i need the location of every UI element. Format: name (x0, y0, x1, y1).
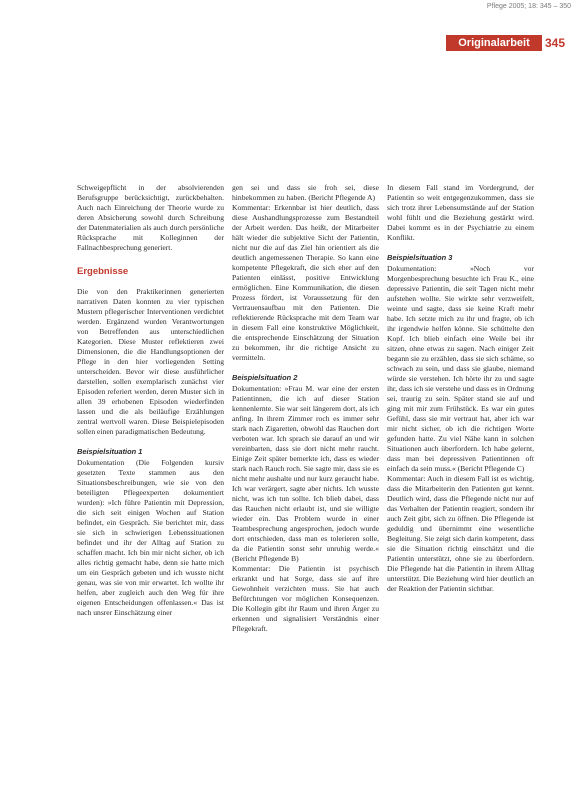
paragraph: Kommentar: Erkennbar ist hier deutlich, dass diese Aushandlungsprozesse zum Bestandteil der Arbeit werden. Das heißt, der Mitarbeiter hält wieder die subjektive Sicht der Patientin, nicht nur die auf das Ziel hin orientiert als die deutlich angemessenen Therapie. So kann eine kompetente Pflegekraft, die sich eher auf den Patienten einlässt, positive Entwicklung ermöglichen. Eine Kommunikation, die diesen Prozess fördert, ist Voraussetzung für den Vertrauensaufbau mit den Patienten. Die reflektierende Rücksprache mit dem Team war in diesem Fall eine konstruktive Möglichkeit, die entsprechende Einschätzung der Situation zu bekommen, ihr die richtige Ansicht zu vermitteln. (232, 203, 379, 362)
paragraph: Kommentar: Auch in diesem Fall ist es wichtig, dass die Mitarbeiterin den Patienten gut kennt. Deutlich wird, dass die Pflegende nicht nur auf das Verhalten der Patientin reagiert, sondern ihr auch Zeit gibt, sich zu öffnen. Die Pflegende ist geduldig und übernimmt eine wesentliche Begleitung. Sie zeigt sich darin kompetent, dass sie die Situation richtig einschätzt und die Patientin unterstützt, ohne sie zu überfordern. Die Pflegende hat die Patientin in ihrem Alltag unterstützt. Die Beziehung wird hier deutlich an der Reaktion der Patientin sichtbar. (387, 474, 534, 593)
paragraph: Die von den Praktikerinnen generierten narrativen Daten konnten zu vier typischen Mustern pflegerischer Interventionen verdichtet werden. Ergänzend wurden Verantwortungen von Betreffenden aus unterschiedlichen Kategorien. Diese Muster reflektieren zwei Dimensionen, die die Handlungsoptionen der Pflege in den hier vorliegenden Setting unterscheiden. Bevor wir diese ausführlicher darstellen, sollen exemplarisch zunächst vier Episoden referiert werden, deren Muster sich in allen 39 erhobenen Episoden wiederfinden lassen und die als beiläufige Erzählungen zentral wertvoll waren. Diese Beispielepisoden sollen einen paradigmatischen Bedeutung. (77, 287, 224, 436)
section-banner: Originalarbeit (446, 35, 542, 51)
paragraph: gen sei und dass sie froh sei, diese hinbekommen zu haben. (Bericht Pflegende A) (232, 183, 379, 202)
text-column-3 (387, 183, 534, 594)
text-column-2 (232, 183, 379, 634)
subheading-beispielsituation-2: Beispielsituation 2 (232, 373, 298, 382)
section-heading-ergebnisse: Ergebnisse (77, 266, 129, 277)
paragraph: Dokumentation: »Frau M. war eine der ersten Patientinnen, die ich auf dieser Station kennenlernte. Sie war seit längerem dort, als ich anfing. In ihrem Zimmer roch es immer sehr stark nach Zigaretten, obwohl das Rauchen dort verboten war. Ich sprach sie darauf an und wir vereinbarten, dass sie dort nicht mehr raucht. Einige Zeit später bemerkte ich, dass es wieder stark nach Rauch roch. Sie sagte mir, dass sie es nicht mehr aushalte und nur kurz geraucht habe. Ich war verärgert, sagte aber nichts. Ich wusste nicht, was ich tun sollte. Ich blieb dabei, dass das Rauchen nicht erlaubt ist, und sie willigte wieder ein. Das Problem wurde in einer Teambesprechung angesprochen, jedoch wurde dort entschieden, dass man es tolerieren solle, da die Patientin sonst sehr unruhig werde.« (Bericht Pflegende B) (232, 384, 379, 563)
paragraph: Kommentar: Die Patientin ist psychisch erkrankt und hat Sorge, dass sie auf ihre Gewohnheit verzichten muss. Sie hat auch Befürchtungen vor möglichen Konsequenzen. Die Kollegin gibt ihr Raum und ihren Ärger zu erkennen und signalisiert Verständnis einer Pflegekraft. (232, 564, 379, 633)
paragraph: Schweigepflicht in der absolvierenden Berufsgruppe berücksichtigt, zurückbehalten. Auch nach Einreichung der Theorie wurde zu deren Absicherung sowohl durch Schreibung der Datenmaterialien als auch durch persönliche Rücksprache mit Kolleginnen der Fallnachbesprechung generiert. (77, 183, 224, 252)
subheading-beispielsituation-1: Beispielsituation 1 (77, 447, 143, 456)
paragraph: In diesem Fall stand im Vordergrund, der Patientin so weit entgegenzukommen, dass sie sich trotz ihrer Lebensumstände auf der Station wohl fühlt und die Beziehung gestärkt wird. Dabei kommt es in der Psychiatrie zu einem Konflikt. (387, 183, 534, 242)
subheading-beispielsituation-3: Beispielsituation 3 (387, 253, 453, 262)
paragraph: Dokumentation (Die Folgenden kursiv gesetzten Texte stammen aus den Situationsbeschreibungen, wie sie von den beteiligten Pflegeexperten dokumentiert wurden): »Ich führe Patientin mit Depression, die sich seit einigen Wochen auf Station befindet, ein Gespräch. Sie berichtet mir, dass sie sich in schwierigen Lebenssituationen befindet und ihr der Alltag auf Station zu schaffen macht. Ich bin mir nicht sicher, ob ich alles richtig gemacht habe, denn sie hatte mich um ein Gespräch gebeten und ich wusste nicht genau, was sie von mir erwartet. Ich wollte ihr helfen, aber zugleich auch den Weg für ihre eigenen Entscheidungen offenlassen.« Das ist nach unsrer Einschätzung einer (77, 458, 224, 617)
journal-reference: Pflege 2005; 18: 345 – 350 (486, 3, 571, 10)
text-column-1 (77, 183, 224, 618)
paragraph: Dokumentation: »Noch vor Morgenbesprechung besuchte ich Frau K., eine depressive Patientin, die seit Tagen nicht mehr aufstehen wollte. Sie wirkte sehr verzweifelt, weinte und sagte, dass sie keine Kraft mehr habe. Ich setzte mich zu ihr und fragte, ob ich ihr irgendwie helfen könne. Sie schüttelte den Kopf. Ich blieb einfach eine Weile bei ihr sitzen, ohne etwas zu sagen. Nach einiger Zeit begann sie zu erzählen, dass sie sich schäme, so schwach zu sein, und dass sie glaube, niemand würde sie verstehen. Ich hörte ihr zu und sagte ihr, dass ich sie verstehe und dass es in Ordnung sei, traurig zu sein. Später stand sie auf und ging mit mir zum Frühstück. Es war ein gutes Gefühl, dass sie mir vertraut hat, aber ich war mir nicht sicher, ob ich die richtigen Worte gefunden hatte. Zu viel Nähe kann in solchen Situationen auch überfordern. Ich habe gelernt, dass man bei depressiven Patientinnen oft einfach da sein muss.« (Bericht Pflegende C) (387, 264, 534, 473)
page-number: 345 (545, 36, 566, 50)
